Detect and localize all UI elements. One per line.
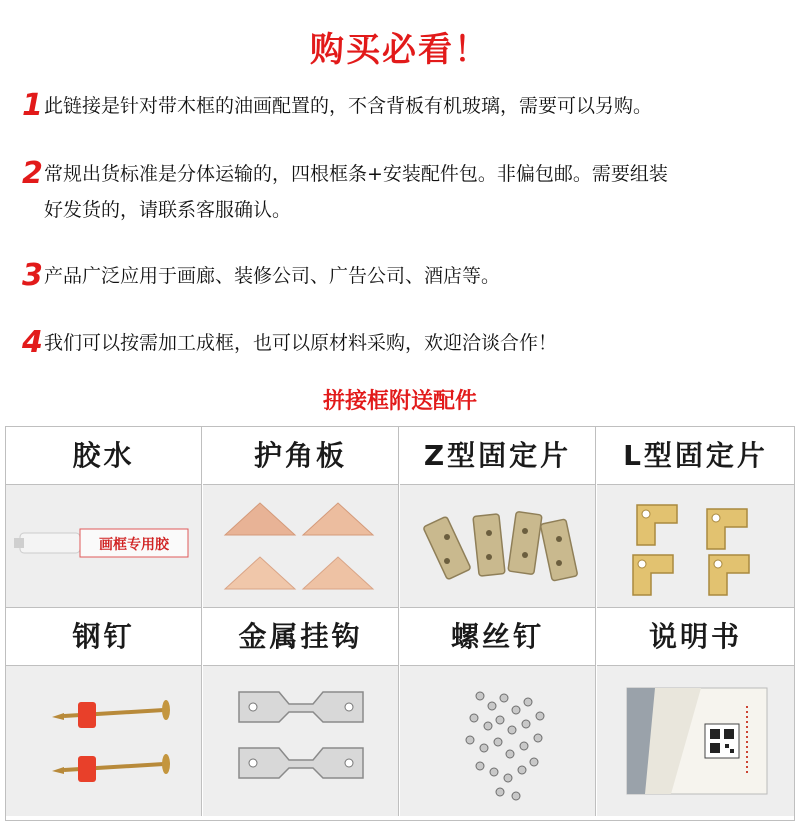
- l-bracket-icon: [597, 485, 794, 607]
- accessories-grid: [5, 426, 795, 821]
- metal-hook-icon: [203, 666, 398, 816]
- note-4: [22, 325, 792, 361]
- note-text: 我们可以按需加工成框，也可以原材料采购，欢迎洽谈合作！: [44, 332, 558, 354]
- manual-icon: [597, 666, 794, 816]
- note-number: 2: [22, 156, 43, 191]
- steel-nail-icon: [6, 666, 201, 816]
- note-2: [22, 156, 792, 228]
- page-title: 购买必看！: [310, 30, 490, 70]
- accessory-label: Z型固定片: [400, 427, 595, 485]
- note-number: 3: [22, 258, 43, 293]
- tube-text: 画框专用胶: [99, 537, 169, 553]
- accessory-glue: [6, 427, 202, 607]
- accessory-screws: [400, 607, 596, 816]
- accessory-corner-board: [203, 427, 399, 607]
- note-text: 此链接是针对带木框的油画配置的，不含背板有机玻璃，需要可以另购。: [44, 95, 653, 117]
- note-text: 好发货的，请联系客服确认。: [44, 199, 292, 221]
- z-clip-icon: [400, 485, 595, 607]
- accessory-label: 钢钉: [6, 608, 201, 666]
- accessory-label: 护角板: [203, 427, 398, 485]
- note-number: 4: [22, 325, 43, 360]
- accessories-title: 拼接框附送配件: [322, 389, 477, 414]
- accessory-z-clip: [400, 427, 596, 607]
- accessory-steel-nail: [6, 607, 202, 816]
- screws-icon: [400, 666, 595, 816]
- accessory-l-bracket: [597, 427, 794, 607]
- accessory-label: L型固定片: [597, 427, 794, 485]
- accessory-label: 螺丝钉: [400, 608, 595, 666]
- note-1: [22, 88, 792, 124]
- accessory-label: 金属挂钩: [203, 608, 398, 666]
- note-number: 1: [22, 88, 43, 123]
- note-text: 产品广泛应用于画廊、装修公司、广告公司、酒店等。: [44, 265, 501, 287]
- note-3: [22, 258, 792, 294]
- glue-tube-icon: [6, 485, 201, 607]
- accessory-metal-hook: [203, 607, 399, 816]
- corner-board-icon: [203, 485, 398, 607]
- accessory-label: 胶水: [6, 427, 201, 485]
- accessory-label: 说明书: [597, 608, 794, 666]
- accessory-manual: [597, 607, 794, 816]
- note-text: 常规出货标准是分体运输的，四根框条+安装配件包。非偏包邮。需要组装: [44, 163, 668, 185]
